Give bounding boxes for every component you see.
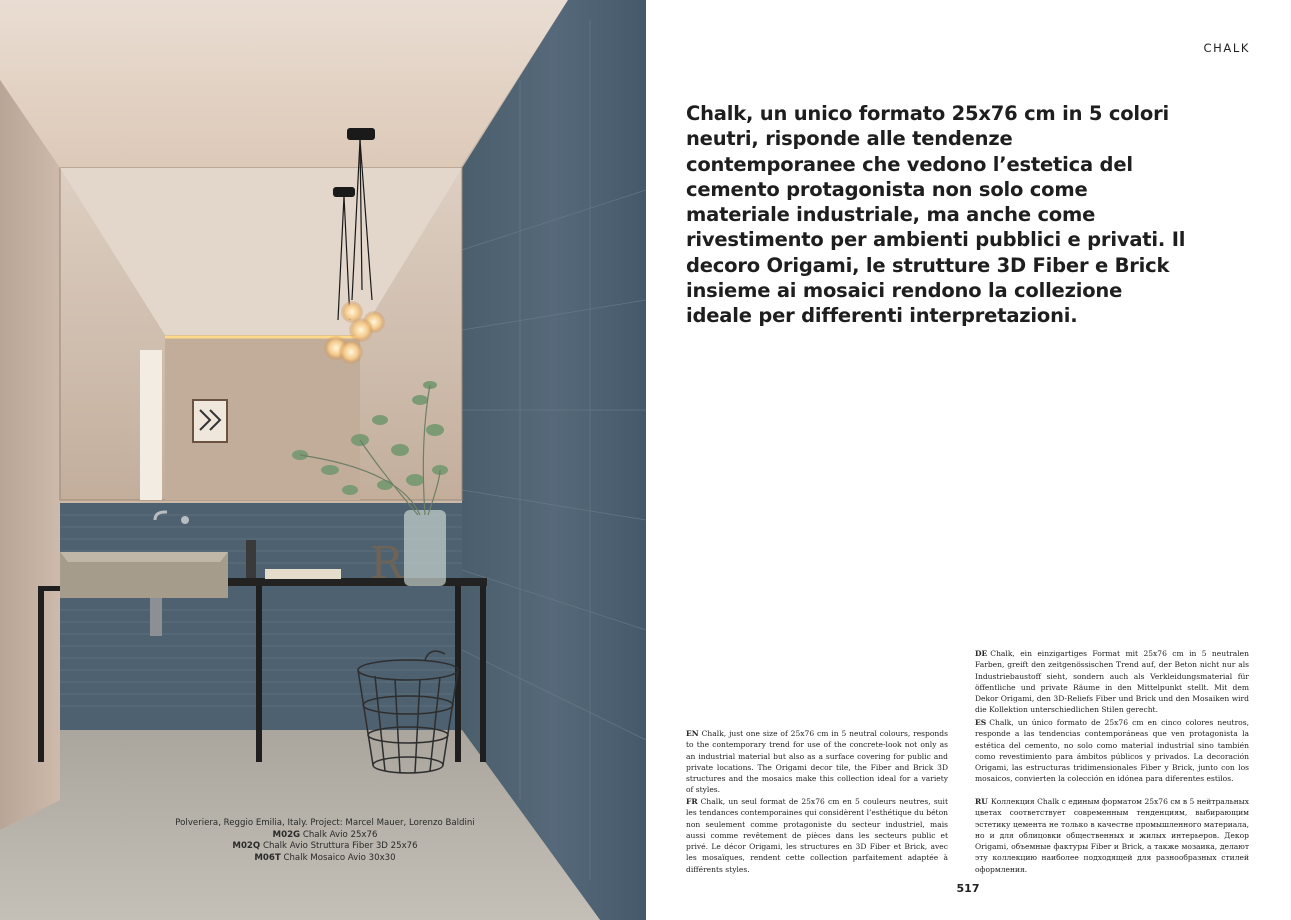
text-fr (686, 796, 948, 875)
caption-item (150, 830, 500, 842)
decor-letter: R (370, 538, 404, 589)
text-de (975, 648, 1249, 716)
language-code: FR (686, 797, 698, 806)
language-code: RU (975, 797, 988, 806)
headline: Chalk, un unico formato 25x76 cm in 5 colori neutri, risponde alle tendenze contemporanee che vedono l’estetica del cemento protagonista non solo come materiale industriale, ma anche come rivestimento per ambienti pubblici e privati. Il decoro Origami, le strutture 3D Fiber e Brick insieme ai mosaici rendono la collezione ideale per differenti interpretazioni. (686, 102, 1186, 328)
ceiling-rose (347, 128, 375, 140)
text-ru (975, 796, 1249, 875)
caption-location: Polveriera, Reggio Emilia, Italy. Project: Marcel Mauer, Lorenzo Baldini (175, 818, 475, 828)
language-code: ES (975, 718, 987, 727)
paragraph-text: Коллекция Chalk с единым форматом 25x76 см в 5 нейтральных цветах соответствует современным тенденциям, выбирающим эстетику цемента не только в качестве промышленного материала, но и для облицовки общественных и жилых интерьеров. Декор Origami, объемные фактуры Fiber и Brick, а также мозаика, делают эту коллекцию наиболее подходящей для разнообразных стилей оформления. (975, 797, 1249, 874)
caption-item (150, 853, 500, 865)
product-code: M02G (272, 829, 301, 840)
language-code: EN (686, 729, 699, 738)
caption-item (150, 841, 500, 853)
left-wall (0, 80, 60, 830)
paragraph-text: Chalk, ein einzigartiges Format mit 25x76 cm in 5 neutralen Farben, greift den zeitgenössischen Trend auf, der Beton nicht nur als Industriebaustoff sieht, sondern auch als Verkleidungsmaterial für öffentliche und private Räume in den Mittelpunkt stellt. Mit dem Dekor Origami, den 3D-Reliefs Fiber und Brick und den Mosaiken wird die Kollektion unterschiedlichen Stilen gerecht. (975, 649, 1249, 715)
text-es (975, 717, 1249, 785)
photo-caption (150, 818, 500, 864)
soap-dispenser (246, 540, 256, 578)
product-code: M02Q (232, 841, 261, 851)
section-label: CHALK (1203, 41, 1250, 55)
product-name: Chalk Avio Struttura Fiber 3D 25x76 (262, 841, 418, 851)
window-reflection (140, 350, 162, 500)
folded-towel (265, 569, 341, 579)
paragraph-text: Chalk, un único formato de 25x76 cm en cinco colores neutros, responde a las tendencias contemporáneas que ven protagonista la estética del cemento, no solo como material industrial sino también como revestimiento para ámbitos públicos y privados. La decoración Origami, las estructuras tridimensionales Fiber y Brick, junto con los mosaicos, convierten la colección en idónea para diferentes estilos. (975, 718, 1249, 784)
product-name: Chalk Avio 25x76 (302, 829, 378, 840)
paragraph-text: Chalk, just one size of 25x76 cm in 5 neutral colours, responds to the contemporary trend for use of the concrete-look not only as an industrial material but also as a surface covering for public and private locations. The Origami decor tile, the Fiber and Brick 3D structures and the mosaics make this collection ideal for a variety of styles. (686, 729, 948, 795)
page-number: 517 (956, 882, 980, 895)
text-en (686, 728, 948, 796)
paragraph-text: Chalk, un seul format de 25x76 cm en 5 couleurs neutres, suit les tendances contemporaines qui considèrent l’esthétique du béton non seulement comme protagoniste du secteur industriel, mais aussi comme revêtement de pièces dans les secteurs public et privé. Le décor Origami, les structures en 3D Fiber et Brick, avec les mosaïques, rendent cette collection parfaitement adaptée à différents styles. (686, 797, 948, 874)
console-table (225, 578, 487, 586)
product-code: M06T (254, 852, 281, 863)
glass-vase (404, 510, 446, 586)
product-name: Chalk Mosaico Avio 30x30 (283, 852, 396, 863)
language-code: DE (975, 649, 988, 658)
